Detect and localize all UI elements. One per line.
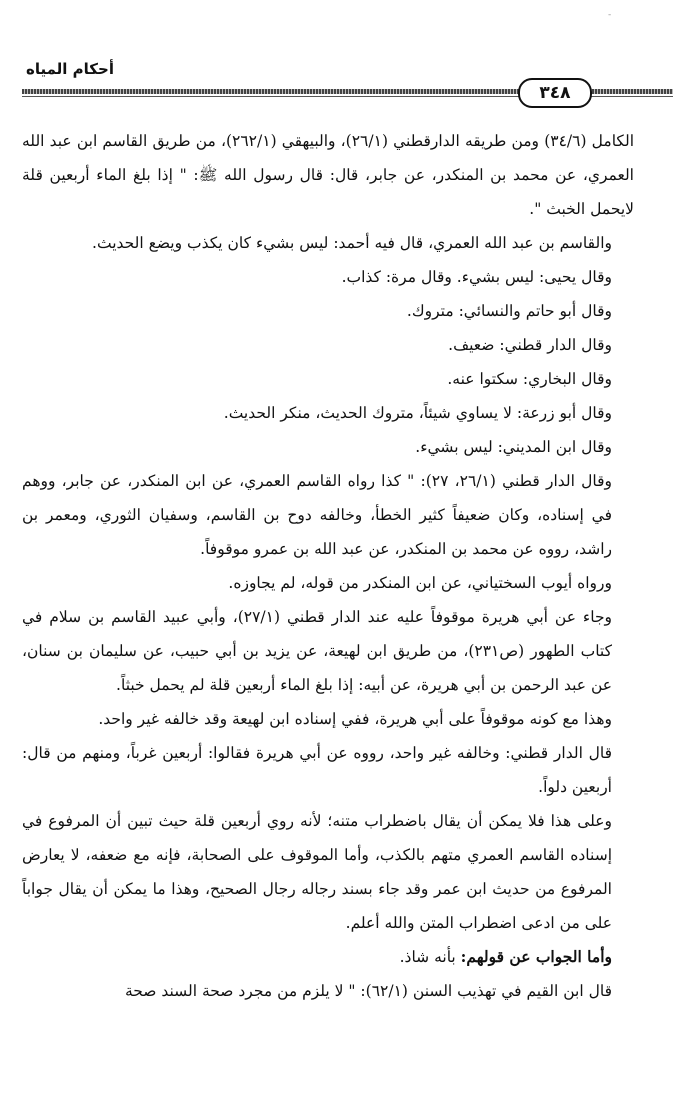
paragraph: وقال ابن المديني: ليس بشيء. [415,438,612,456]
paragraph [22,940,634,974]
page-header [0,0,698,110]
paragraph: الكامل (٣٤/٦) ومن طريقه الدارقطني (٢٦/١)، والبيهقي (٢٦٢/١)، من طريق القاسم ابن عبد الله العمري، عن محمد بن المنكدر، عن جابر، قال: قال رسول الله ﷺ: " إذا بلغ الماء أربعين قلة لايحمل الخبث ". [22,132,635,218]
paragraph-rest: بأنه شاذ. [399,948,461,966]
paragraph: قال ابن القيم في تهذيب السنن (٦٢/١): " لا يلزم من مجرد صحة السند صحة [124,982,612,1000]
paragraph: وقال أبو زرعة: لا يساوي شيئاً، متروك الحديث، منكر الحديث. [223,404,612,422]
paragraph: وهذا مع كونه موقوفاً على أبي هريرة، ففي إسناده ابن لهيعة وقد خالفه غير واحد. [98,710,612,728]
paragraph: وعلى هذا فلا يمكن أن يقال باضطراب متنه؛ لأنه روي أربعين قلة حيث تبين أن المرفوع في إسناده القاسم العمري متهم بالكذب، وأما الموقوف على الصحابة، فإنه مع ضعفه، لا يعارض المرفوع من حديث ابن عمر وقد جاء بسند رجاله رجال الصحيح، وهذا ما يمكن أن يقال جواباً على من ادعى اضطراب المتن والله أعلم. [22,812,612,932]
corner-mark: - [608,10,612,20]
paragraph: وجاء عن أبي هريرة موقوفاً عليه عند الدار قطني (٢٧/١)، وأبي عبيد القاسم بن سلام في كتاب الطهور (ص٢٣١)، من طريق ابن لهيعة، عن يزيد بن أبي حبيب، عن سليمان بن سنان، عن عبد الرحمن بن أبي هريرة، عن أبيه: إذا بلغ الماء أربعين قلة لم يحمل خبثاً. [22,608,613,694]
page-number: ٣٤٨ [518,78,592,108]
paragraph: وقال البخاري: سكتوا عنه. [447,370,612,388]
paragraph: وقال يحيى: ليس بشيء. وقال مرة: كذاب. [341,268,612,286]
running-title: أحكام المياه [26,60,114,78]
section-heading: وأما الجواب عن قولهم: [460,947,612,966]
paragraph: وقال الدار قطني: ضعيف. [448,336,612,354]
paragraph: ورواه أيوب السختياني، عن ابن المنكدر من قوله، لم يجاوزه. [228,574,612,592]
paragraph: قال الدار قطني: وخالفه غير واحد، رووه عن أبي هريرة فقالوا: أربعين غرباً، ومنهم من قال: أربعين دلواً. [22,744,612,796]
page-body [22,124,634,1008]
paragraph: والقاسم بن عبد الله العمري، قال فيه أحمد: ليس بشيء كان يكذب ويضع الحديث. [92,234,612,252]
paragraph: وقال أبو حاتم والنسائي: متروك. [406,302,612,320]
paragraph: وقال الدار قطني (٢٦/١، ٢٧): " كذا رواه القاسم العمري، عن ابن المنكدر، عن جابر، ووهم في إسناده، وكان ضعيفاً كثير الخطأ، وخالفه دوح بن القاسم، وسفيان الثوري، ومعمر بن راشد، رووه عن محمد بن المنكدر، عن عبد الله بن عمرو موقوفاً. [22,472,612,558]
